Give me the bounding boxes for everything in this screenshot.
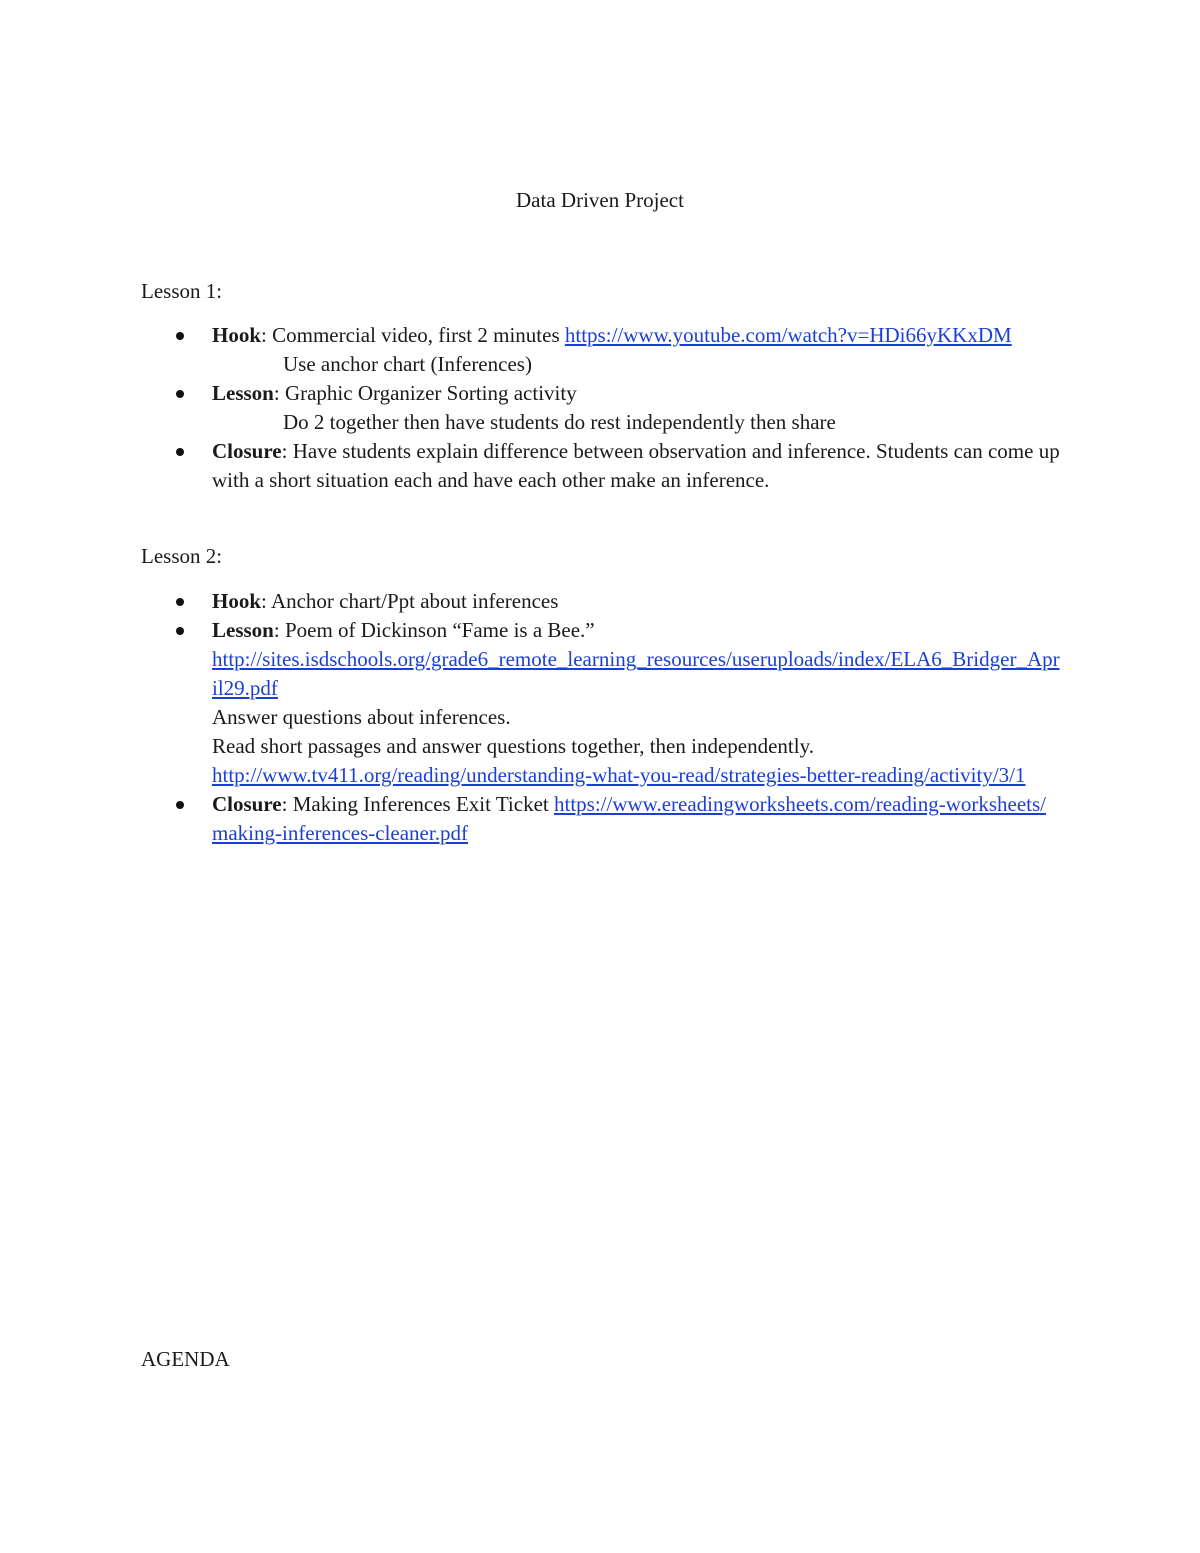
bullet-icon <box>176 801 184 809</box>
lesson-note-1: Answer questions about inferences. <box>212 705 511 729</box>
closure-label: Closure <box>212 792 282 816</box>
bullet-icon <box>176 627 184 635</box>
lesson-1-list <box>0 321 1100 495</box>
lesson-2-list <box>0 587 1100 848</box>
bullet-icon <box>176 332 184 340</box>
ereadingworksheets-link[interactable]: https://www.ereadingworksheets.com/reading-worksheets/making-inferences-cleaner.pdf <box>212 792 1047 845</box>
lesson-text: : Poem of Dickinson “Fame is a Bee.” <box>273 618 595 642</box>
list-item-closure <box>0 437 1062 495</box>
list-item-closure <box>0 790 1062 848</box>
lesson-1-heading: Lesson 1: <box>141 279 223 303</box>
closure-text: : Making Inferences Exit Ticket <box>281 792 554 816</box>
lesson-label: Lesson <box>212 618 274 642</box>
hook-note: Use anchor chart (Inferences) <box>283 352 532 376</box>
list-item-hook <box>0 321 1062 379</box>
lesson-note-2: Read short passages and answer questions together, then independently. <box>212 734 814 758</box>
hook-label: Hook <box>212 589 262 613</box>
lesson-2-heading: Lesson 2: <box>141 544 223 568</box>
closure-label: Closure <box>212 439 282 463</box>
hook-text: : Commercial video, first 2 minutes <box>261 323 565 347</box>
isdschools-link[interactable]: http://sites.isdschools.org/grade6_remote_learning_resources/useruploads/index/ELA6_Bridger_April29.pdf <box>212 647 1060 700</box>
closure-text: : Have students explain difference between observation and inference. Students can come up with a short situation each and have each other make an inference. <box>212 439 1060 492</box>
youtube-link[interactable]: https://www.youtube.com/watch?v=HDi66yKKxDM <box>564 323 1012 347</box>
document-title: Data Driven Project <box>516 188 684 212</box>
list-item-lesson <box>0 616 1062 790</box>
hook-text: : Anchor chart/Ppt about inferences <box>261 589 559 613</box>
hook-label: Hook <box>212 323 262 347</box>
bullet-icon <box>176 448 184 456</box>
list-item-hook <box>0 587 1062 616</box>
bullet-icon <box>176 390 184 398</box>
tv411-link[interactable]: http://www.tv411.org/reading/understanding-what-you-read/strategies-better-reading/activity/3/1 <box>212 763 1026 787</box>
list-item-lesson <box>0 379 1062 437</box>
lesson-text: : Graphic Organizer Sorting activity <box>273 381 577 405</box>
lesson-label: Lesson <box>212 381 274 405</box>
agenda-heading: AGENDA <box>141 1347 230 1371</box>
lesson-note: Do 2 together then have students do rest independently then share <box>283 410 836 434</box>
bullet-icon <box>176 598 184 606</box>
